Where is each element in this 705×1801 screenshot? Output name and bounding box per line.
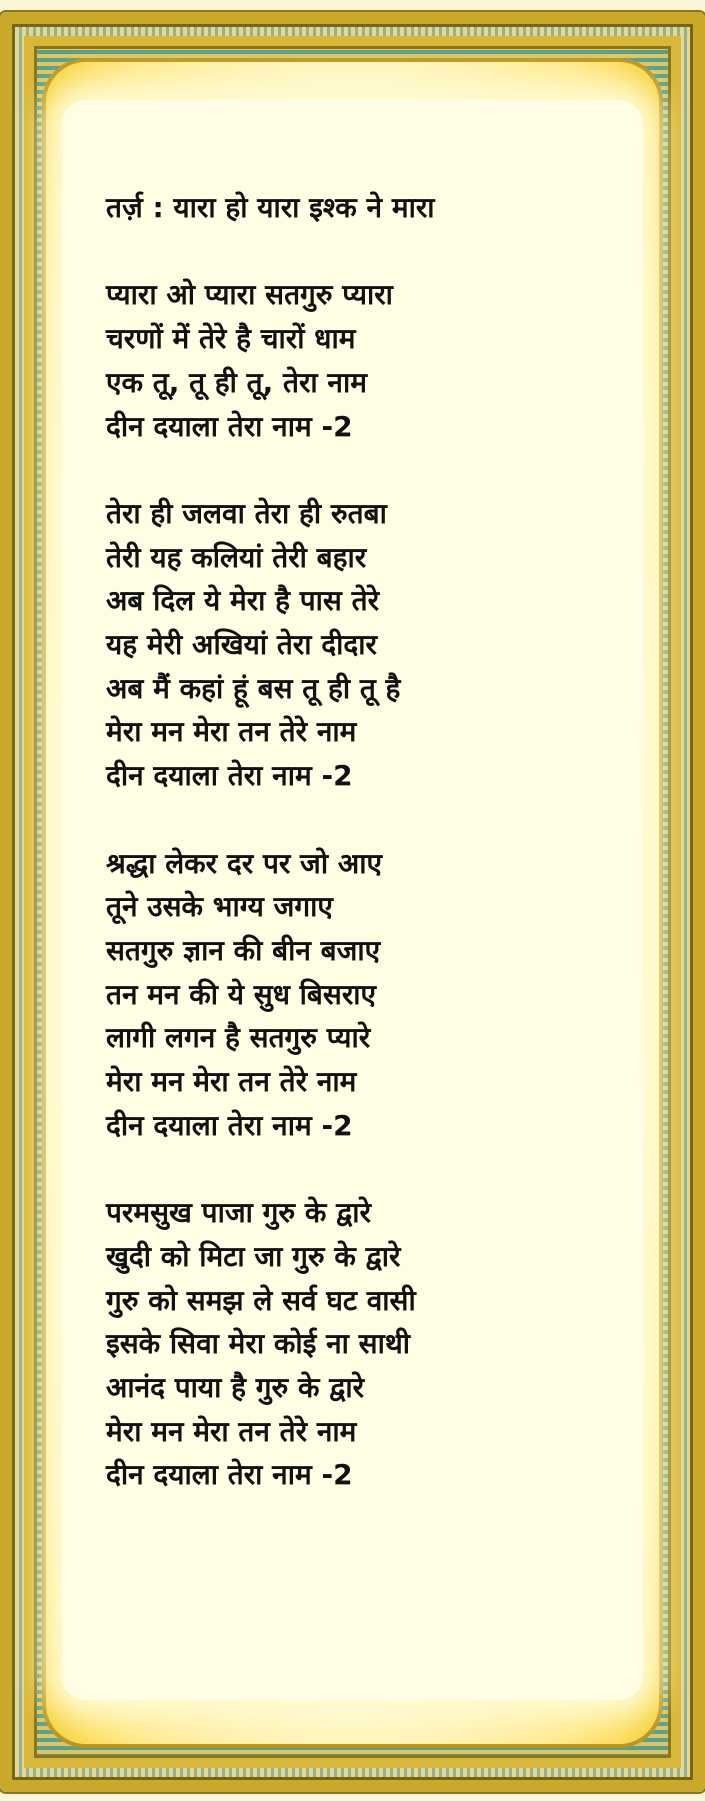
lyric-line: चरणों में तेरे है चारों धाम [106,322,356,356]
lyric-line: तेरा ही जलवा तेरा ही रुतबा [106,496,387,530]
lyric-line: मेरा मन मेरा तन तेरे नाम [106,715,357,749]
lyric-line: अब मैं कहां हूं बस तू ही तू है [106,671,401,705]
stanza-3 [106,842,606,1148]
lyric-line: एक तू, तू ही तू, तेरा नाम [106,365,367,399]
lyric-line: यह मेरी अखियां तेरा दीदार [106,628,377,661]
lyric-line: दीन दयाला तेरा नाम -2 [106,1458,353,1492]
lyric-line: प्यारा ओ प्यारा सतगुरु प्यारा [106,278,393,312]
lyric-line: लागी लगन है सतगुरु प्यारे [106,1021,371,1055]
lyric-line: अब दिल ये मेरा है पास तेरे [106,584,380,618]
lyrics-text [106,186,606,1497]
lyric-line: दीन दयाला तेरा नाम -2 [106,759,353,793]
song-tune-title: तर्ज़ : यारा हो यारा इश्क ने मारा [106,191,435,224]
lyric-line: आनंद पाया है गुरु के द्वारे [106,1370,365,1404]
lyric-line: खुदी को मिटा जा गुरु के द्वारे [106,1239,401,1273]
stanza-1 [106,273,606,448]
lyric-line: मेरा मन मेरा तन तेरे नाम [106,1065,357,1099]
stanza-2 [106,492,606,798]
lyric-line: इसके सिवा मेरा कोई ना साथी [106,1327,410,1361]
lyric-line: गुरु को समझ ले सर्व घट वासी [106,1283,416,1317]
lyric-line: तन मन की ये सुध बिसराए [106,977,377,1011]
lyric-line: दीन दयाला तेरा नाम -2 [106,1108,353,1142]
stanza-4 [106,1191,606,1497]
lyric-line: श्रद्धा लेकर दर पर जो आए [106,846,382,880]
lyric-line: तूने उसके भाग्य जगाए [106,890,333,924]
lyric-line: दीन दयाला तेरा नाम -2 [106,409,353,443]
lyric-line: तेरी यह कलियां तेरी बहार [106,540,367,574]
lyric-line: मेरा मन मेरा तन तेरे नाम [106,1414,357,1448]
lyric-line: सतगुरु ज्ञान की बीन बजाए [106,933,381,967]
lyric-line: परमसुख पाजा गुरु के द्वारे [106,1196,371,1230]
